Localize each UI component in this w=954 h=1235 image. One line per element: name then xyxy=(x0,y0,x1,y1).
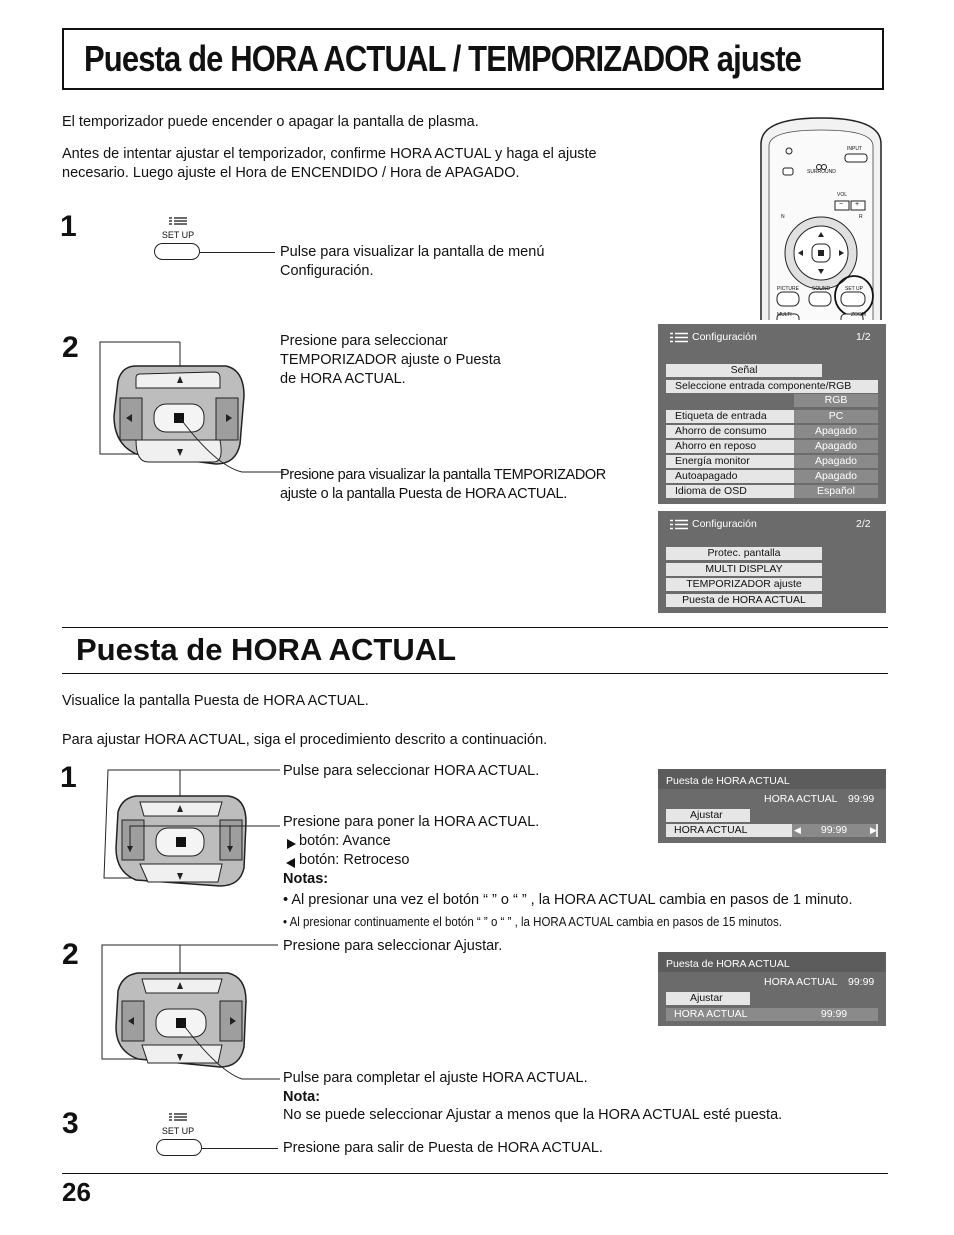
sec2-s1-text-b: Presione para poner la HORA ACTUAL. xyxy=(283,814,540,830)
sec2-nota-heading: Nota: xyxy=(283,1089,321,1105)
osd3-right-arrow-icon[interactable]: ▶ xyxy=(870,825,877,835)
osd4-title: Puesta de HORA ACTUAL xyxy=(666,958,790,970)
osd-config-page2 xyxy=(658,511,886,613)
divider-top xyxy=(62,627,888,628)
osd3-top-value: 99:99 xyxy=(848,793,875,805)
osd1-row-label[interactable]: Autoapagado xyxy=(666,470,878,483)
osd1-row-value: PC xyxy=(794,410,878,423)
setup-button-shape-1[interactable] xyxy=(154,243,200,260)
remote-plus-label: + xyxy=(855,201,860,208)
sec1-step2-text-b: TEMPORIZADOR ajuste o Puesta xyxy=(280,352,501,368)
setup-button-2[interactable] xyxy=(158,1108,198,1136)
sec2-s3-text-a: Presione para salir de Puesta de HORA ACTUAL. xyxy=(283,1140,603,1156)
osd4-row-label[interactable]: HORA ACTUAL xyxy=(666,1008,878,1021)
intro-p1: El temporizador puede encender o apagar la pantalla de plasma. xyxy=(62,114,479,130)
osd1-row-label[interactable]: Energía monitor xyxy=(666,455,878,468)
setup-menu-icon xyxy=(168,1108,188,1126)
remote-r-label: R xyxy=(859,214,863,220)
remote-zoom-label: ZOOM xyxy=(851,312,866,318)
osd2-menu-item[interactable]: MULTI DISPLAY xyxy=(666,563,822,576)
sec2-s2-text-a: Presione para seleccionar Ajustar. xyxy=(283,938,503,954)
sec2-note1: • Al presionar una vez el botón “ ” o “ ” , la HORA ACTUAL cambia en pasos de 1 minuto. xyxy=(283,892,853,908)
step2-number: 2 xyxy=(62,331,79,364)
setup-label-1: SET UP xyxy=(161,230,195,240)
osd1-senal[interactable]: Señal xyxy=(666,364,822,377)
leader-line xyxy=(200,252,275,253)
osd1-row-value: Apagado xyxy=(794,425,878,438)
remote-surround-label: SURROUND xyxy=(807,169,836,175)
sec1-step2-text-c: de HORA ACTUAL. xyxy=(280,371,406,387)
remote-n-label: N xyxy=(781,214,785,220)
note1-text: Al presionar una vez el botón “ ” o “ ” , la HORA ACTUAL cambia en pasos de 1 minuto. xyxy=(291,892,853,908)
osd2-menu-item[interactable]: Puesta de HORA ACTUAL xyxy=(666,594,822,607)
remote-sound-label: SOUND xyxy=(812,286,831,292)
osd-hora-actual-edit xyxy=(658,769,886,843)
footer-divider xyxy=(62,1173,888,1174)
remote-vol-label: VOL xyxy=(837,192,848,198)
sec1-step1-text-b: Configuración. xyxy=(280,263,374,279)
osd2-menu-item[interactable]: TEMPORIZADOR ajuste xyxy=(666,578,822,591)
right-arrow-icon xyxy=(285,836,297,854)
remote-control xyxy=(757,116,885,320)
osd2-page: 2/2 xyxy=(856,518,871,530)
sec2-step3-number: 3 xyxy=(62,1107,79,1140)
sec1-step2-text-a: Presione para seleccionar xyxy=(280,333,448,349)
osd3-top-label: HORA ACTUAL xyxy=(764,793,838,805)
osd3-left-arrow-icon[interactable]: ◀ xyxy=(794,825,801,835)
setup-button-1[interactable] xyxy=(158,212,198,240)
sec2-s1-text-c: botón: Avance xyxy=(299,833,391,849)
sec2-nota-text: No se puede seleccionar Ajustar a menos que la HORA ACTUAL esté puesta. xyxy=(283,1107,783,1123)
osd2-menu-item[interactable]: Protec. pantalla xyxy=(666,547,822,560)
osd1-row-value: Apagado xyxy=(794,440,878,453)
sec2-s1-text-d: botón: Retroceso xyxy=(299,852,410,868)
title-box xyxy=(62,28,884,90)
sec2-p1: Visualice la pantalla Puesta de HORA ACTUAL. xyxy=(62,693,369,709)
osd1-row-label[interactable]: Ahorro de consumo xyxy=(666,425,878,438)
setup-button-shape-2[interactable] xyxy=(156,1139,202,1156)
remote-minus-label: − xyxy=(839,201,844,208)
osd-hora-actual-set xyxy=(658,952,886,1026)
osd1-sel-comp[interactable]: Seleccione entrada componente/RGB xyxy=(666,380,878,393)
step1-number: 1 xyxy=(60,210,77,243)
osd1-title: Configuración xyxy=(692,331,757,343)
osd3-row-label[interactable]: HORA ACTUAL xyxy=(666,824,878,837)
osd3-ajustar[interactable]: Ajustar xyxy=(666,809,750,822)
osd1-row-value: Español xyxy=(794,485,878,498)
sec2-notas-heading: Notas: xyxy=(283,871,329,887)
page-number: 26 xyxy=(62,1177,91,1207)
dpad-illustration-1 xyxy=(96,336,286,486)
menu-icon xyxy=(670,332,688,346)
intro-p2a: Antes de intentar ajustar el temporizador, confirme HORA ACTUAL y haga el ajuste xyxy=(62,146,597,162)
osd1-row-label[interactable]: Ahorro en reposo xyxy=(666,440,878,453)
osd-config-page1 xyxy=(658,324,886,504)
setup-menu-icon xyxy=(168,212,188,230)
osd4-row-value[interactable]: 99:99 xyxy=(792,1008,876,1021)
osd1-row-label[interactable]: Idioma de OSD xyxy=(666,485,878,498)
menu-icon xyxy=(670,519,688,533)
sec2-p2: Para ajustar HORA ACTUAL, siga el procedimiento descrito a continuación. xyxy=(62,732,548,748)
osd4-ajustar[interactable]: Ajustar xyxy=(666,992,750,1005)
remote-setup-label: SET UP xyxy=(845,286,863,292)
osd1-rgb: RGB xyxy=(794,394,878,407)
sec1-step1-text-a: Pulse para visualizar la pantalla de menú xyxy=(280,244,545,260)
sec2-note2: • Al presionar continuamente el botón “ ” o “ ” , la HORA ACTUAL cambia en pasos de 15 minutos. xyxy=(283,915,782,929)
sec2-step2-number: 2 xyxy=(62,938,79,971)
note2-text: Al presionar continuamente el botón “ ” o “ ” , la HORA ACTUAL cambia en pasos de 15 minutos. xyxy=(289,915,782,929)
osd4-top-label: HORA ACTUAL xyxy=(764,976,838,988)
osd4-top-value: 99:99 xyxy=(848,976,875,988)
osd3-row-value[interactable]: 99:99 xyxy=(792,824,876,837)
osd1-row-value: Apagado xyxy=(794,470,878,483)
dpad-illustration-2 xyxy=(100,768,285,890)
remote-picture-label: PICTURE xyxy=(777,286,799,292)
intro-p2b: necesario. Luego ajuste el Hora de ENCENDIDO / Hora de APAGADO. xyxy=(62,165,520,181)
sec2-s1-text-a: Pulse para seleccionar HORA ACTUAL. xyxy=(283,763,540,779)
dpad-illustration-3 xyxy=(98,943,288,1083)
setup-label-2: SET UP xyxy=(161,1126,195,1136)
divider-bottom xyxy=(62,673,888,674)
leader-line xyxy=(202,1148,278,1149)
sec2-s2-text-b: Pulse para completar el ajuste HORA ACTUAL. xyxy=(283,1070,588,1086)
remote-input-label: INPUT xyxy=(847,146,862,152)
osd2-title: Configuración xyxy=(692,518,757,530)
osd3-title: Puesta de HORA ACTUAL xyxy=(666,775,790,787)
sec1-step2-text-e: ajuste o la pantalla Puesta de HORA ACTUAL. xyxy=(280,486,567,502)
page-title: Puesta de HORA ACTUAL / TEMPORIZADOR ajuste xyxy=(84,38,802,79)
sec2-step1-number: 1 xyxy=(60,761,77,794)
sec1-step2-text-d: Presione para visualizar la pantalla TEMPORIZADOR xyxy=(280,467,606,483)
section2-heading: Puesta de HORA ACTUAL xyxy=(76,632,457,667)
osd1-page: 1/2 xyxy=(856,331,871,343)
osd1-row-value: Apagado xyxy=(794,455,878,468)
osd1-row-label[interactable]: Etiqueta de entrada xyxy=(666,410,878,423)
remote-multi-label: MULTI xyxy=(777,312,792,318)
